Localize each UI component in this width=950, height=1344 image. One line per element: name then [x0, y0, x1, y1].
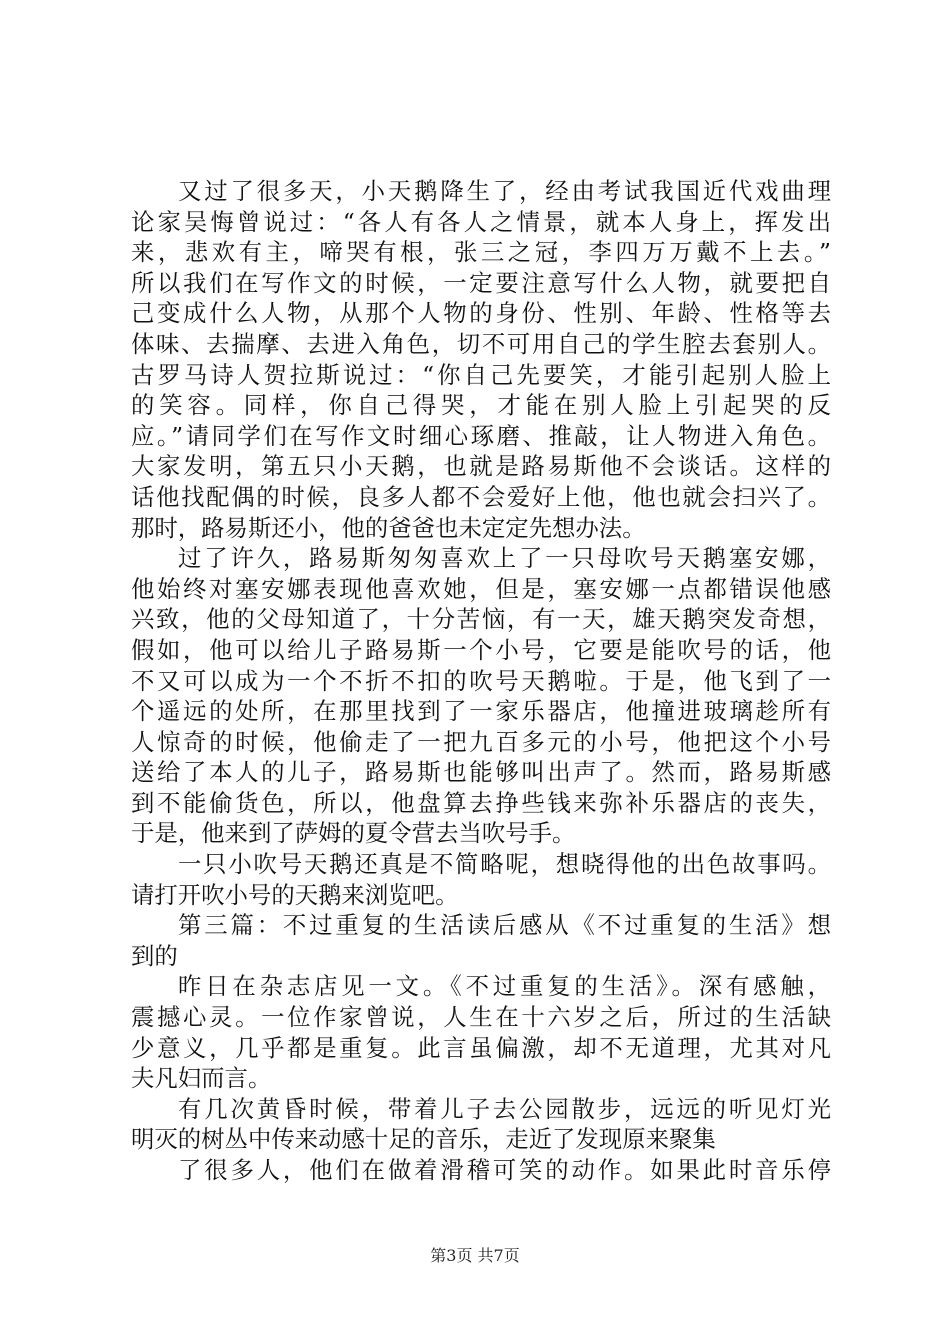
text-line: 应。”请同学们在写作文时细心琢磨、推敲，让人物进入角色。 [131, 421, 831, 450]
text-line: 明灭的树丛中传来动感十足的音乐，走近了发现原来聚集 [131, 1125, 716, 1154]
text-line: 所以我们在写作文的时候，一定要注意写什么人物，就要把自 [131, 268, 831, 297]
text-line: 又过了很多天，小天鹅降生了，经由考试我国近代戏曲理 [178, 177, 831, 205]
text-line: 有几次黄昏时候，带着儿子去公园散步，远远的听见灯光 [178, 1094, 831, 1123]
text-line: 个遥远的处所，在那里找到了一家乐器店，他撞进玻璃趁所有 [131, 697, 831, 726]
text-line: 一只小吹号天鹅还真是不简略呢，想晓得他的出色故事吗。 [178, 850, 831, 879]
page-footer: 第3页 共7页 [430, 1246, 520, 1265]
text-line: 请打开吹小号的天鹅来浏览吧。 [131, 880, 459, 909]
text-line: 震撼心灵。一位作家曾说，人生在十六岁之后，所过的生活缺 [131, 1003, 831, 1032]
text-line: 第三篇：不过重复的生活读后感从《不过重复的生活》想 [178, 911, 831, 940]
text-line: 到不能偷货色，所以，他盘算去挣些钱来弥补乐器店的丧失， [131, 788, 831, 817]
text-line: 夫凡妇而言。 [131, 1064, 272, 1093]
text-line: 的笑容。同样，你自己得哭，才能在别人脸上引起哭的反 [131, 391, 831, 420]
text-line: 过了许久，路易斯匆匆喜欢上了一只母吹号天鹅塞安娜， [178, 544, 831, 573]
text-line: 昨日在杂志店见一文。《不过重复的生活》。深有感触， [178, 972, 831, 1001]
text-line: 论家吴悔曾说过：“各人有各人之情景，就本人身上，挥发出 [131, 207, 831, 236]
text-line: 不又可以成为一个不折不扣的吹号天鹅啦。于是，他飞到了一 [131, 666, 831, 695]
text-line: 了很多人，他们在做着滑稽可笑的动作。如果此时音乐停 [178, 1156, 831, 1184]
text-line: 人惊奇的时候，他偷走了一把九百多元的小号，他把这个小号 [131, 727, 831, 756]
text-line: 送给了本人的儿子，路易斯也能够叫出声了。然而，路易斯感 [131, 758, 831, 787]
text-line: 体味、去揣摩、去进入角色，切不可用自己的学生腔去套别人。 [131, 329, 831, 358]
text-line: 少意义，几乎都是重复。此言虽偏激，却不无道理，尤其对凡 [131, 1033, 831, 1062]
body-text [131, 176, 831, 1186]
text-line: 假如，他可以给儿子路易斯一个小号，它要是能吹号的话，他 [131, 635, 831, 664]
text-line: 大家发明，第五只小天鹅，也就是路易斯他不会谈话。这样的 [131, 452, 831, 481]
text-line: 到的 [131, 941, 178, 970]
text-line: 来，悲欢有主，啼哭有根，张三之冠，李四万万戴不上去。” [131, 238, 831, 267]
text-line: 古罗马诗人贺拉斯说过：“你自己先要笑，才能引起别人脸上 [131, 360, 831, 389]
text-line: 兴致，他的父母知道了，十分苦恼，有一天，雄天鹅突发奇想， [131, 605, 831, 634]
text-line: 话他找配偶的时候，良多人都不会爱好上他，他也就会扫兴了。 [131, 482, 831, 511]
text-line: 己变成什么人物，从那个人物的身份、性别、年龄、性格等去 [131, 299, 831, 328]
text-line: 他始终对塞安娜表现他喜欢她，但是，塞安娜一点都错误他感 [131, 574, 831, 603]
text-line: 那时，路易斯还小，他的爸爸也未定定先想办法。 [131, 513, 646, 542]
text-line: 于是，他来到了萨姆的夏令营去当吹号手。 [131, 819, 576, 848]
